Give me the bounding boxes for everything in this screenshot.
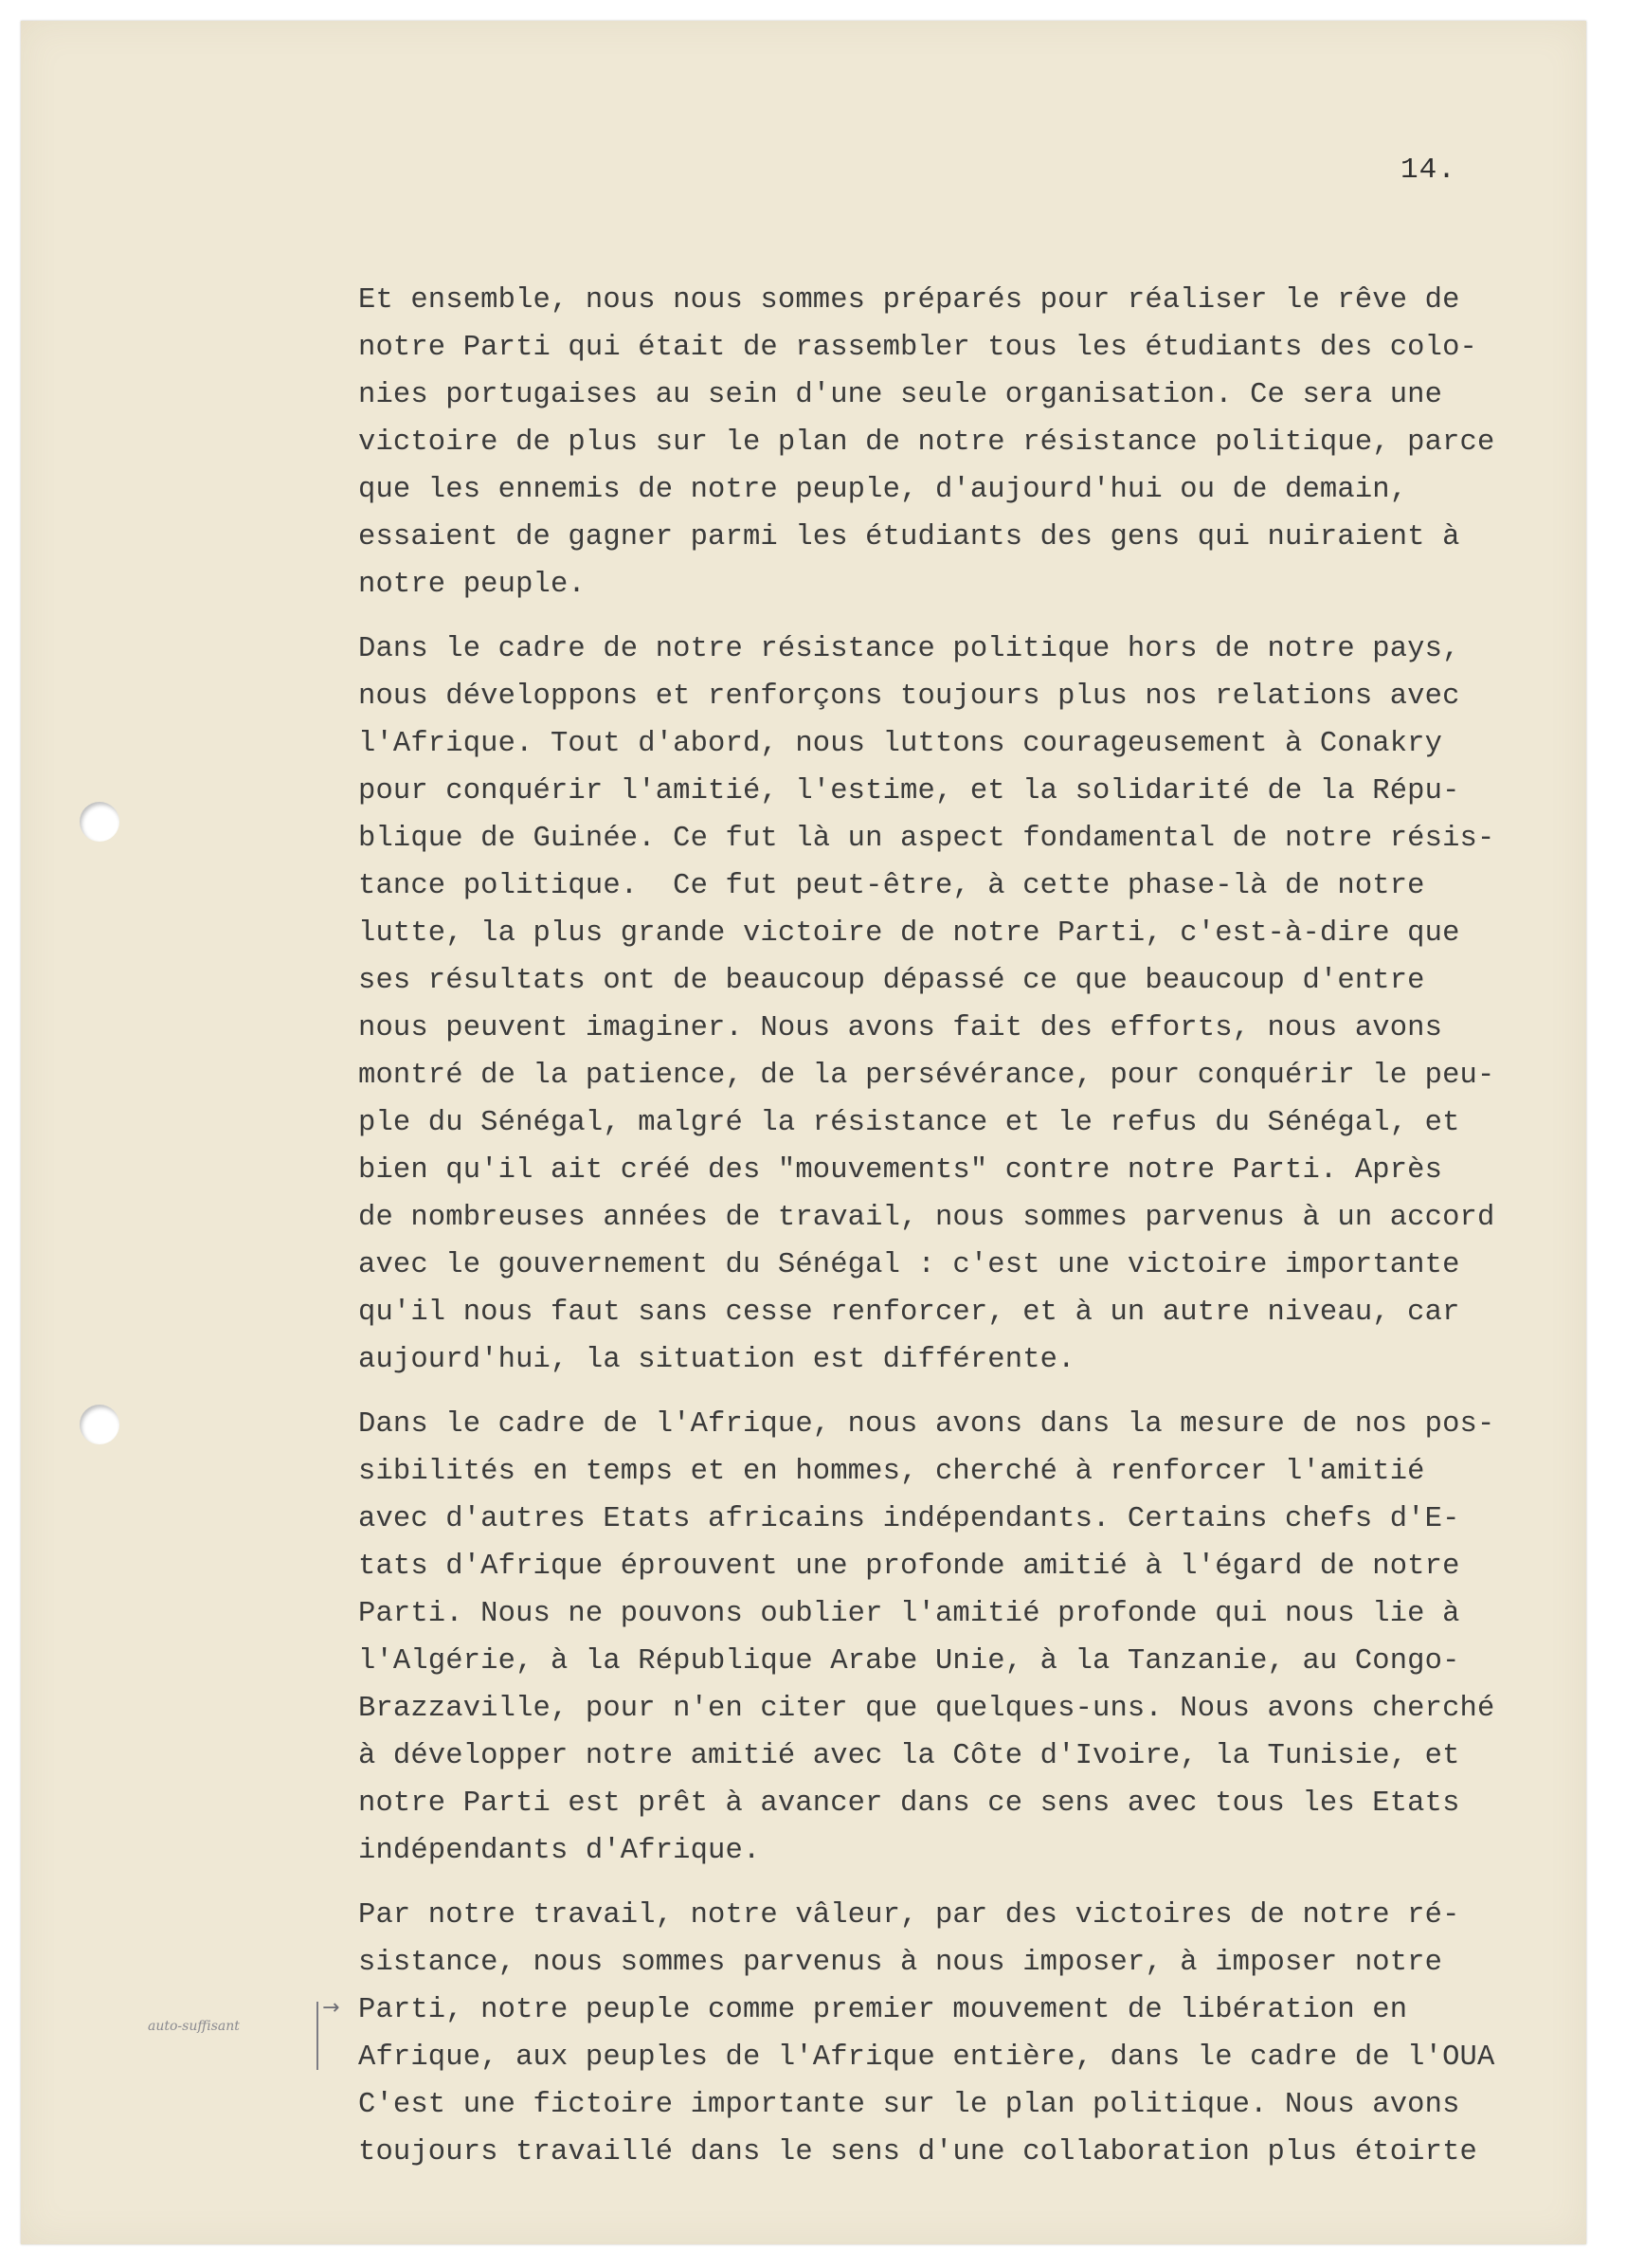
text-line: ple du Sénégal, malgré la résistance et le refus du Sénégal, et: [358, 1107, 1460, 1139]
text-line: Dans le cadre de l'Afrique, nous avons dans la mesure de nos pos-: [358, 1408, 1495, 1441]
text-line: notre peuple.: [358, 569, 586, 601]
text-line: nies portugaises au sein d'une seule organisation. Ce sera une: [358, 379, 1443, 411]
text-line: nous peuvent imaginer. Nous avons fait des efforts, nous avons: [358, 1012, 1443, 1044]
punch-hole: [80, 1405, 119, 1444]
text-line: C'est une fictoire importante sur le plan politique. Nous avons: [358, 2089, 1460, 2121]
text-line: notre Parti est prêt à avancer dans ce sens avec tous les Etats: [358, 1787, 1460, 1820]
arrow-right-icon: →: [322, 1996, 340, 2020]
typed-body-text: [358, 277, 1586, 2193]
text-line: l'Algérie, à la République Arabe Unie, à la Tanzanie, au Congo-: [358, 1645, 1460, 1678]
text-line: Et ensemble, nous nous sommes préparés pour réaliser le rêve de: [358, 284, 1460, 317]
text-line: Brazzaville, pour n'en citer que quelques-uns. Nous avons cherché: [358, 1693, 1495, 1725]
text-line: avec d'autres Etats africains indépendants. Certains chefs d'E-: [358, 1503, 1460, 1535]
text-line: bien qu'il ait créé des "mouvements" contre notre Parti. Après: [358, 1154, 1443, 1187]
text-line: Dans le cadre de notre résistance politique hors de notre pays,: [358, 633, 1460, 665]
text-line: que les ennemis de notre peuple, d'aujourd'hui ou de demain,: [358, 474, 1408, 506]
paragraph-3: [358, 1401, 1586, 1875]
paragraph-2: [358, 626, 1586, 1384]
text-line: sibilités en temps et en hommes, cherché à renforcer l'amitié: [358, 1456, 1425, 1488]
text-line: essaient de gagner parmi les étudiants des gens qui nuiraient à: [358, 521, 1460, 553]
handwritten-margin-note: auto-suffisant: [148, 2019, 240, 2034]
paragraph-1: [358, 277, 1586, 608]
text-line: avec le gouvernement du Sénégal : c'est une victoire importante: [358, 1249, 1460, 1281]
page-number: 14.: [1400, 154, 1456, 187]
text-line: Parti, notre peuple comme premier mouvement de libération en: [358, 1994, 1408, 2026]
text-line: Par notre travail, notre vâleur, par des victoires de notre ré-: [358, 1899, 1460, 1932]
text-line: blique de Guinée. Ce fut là un aspect fondamental de notre résis-: [358, 823, 1495, 855]
paragraph-4: [358, 1892, 1586, 2176]
text-line: ses résultats ont de beaucoup dépassé ce que beaucoup d'entre: [358, 965, 1425, 997]
text-line: montré de la patience, de la persévérance, pour conquérir le peu-: [358, 1060, 1495, 1092]
text-line: victoire de plus sur le plan de notre résistance politique, parce: [358, 426, 1495, 459]
text-line: nous développons et renforçons toujours plus nos relations avec: [358, 680, 1460, 713]
text-line: tats d'Afrique éprouvent une profonde amitié à l'égard de notre: [358, 1551, 1460, 1583]
punch-hole: [80, 802, 119, 842]
text-line: lutte, la plus grande victoire de notre Parti, c'est-à-dire que: [358, 917, 1460, 950]
text-line: Parti. Nous ne pouvons oublier l'amitié profonde qui nous lie à: [358, 1598, 1460, 1630]
text-line: sistance, nous sommes parvenus à nous imposer, à imposer notre: [358, 1947, 1443, 1979]
text-line: l'Afrique. Tout d'abord, nous luttons courageusement à Conakry: [358, 728, 1443, 760]
text-line: de nombreuses années de travail, nous sommes parvenus à un accord: [358, 1202, 1495, 1234]
text-line: aujourd'hui, la situation est différente.: [358, 1344, 1075, 1376]
text-line: indépendants d'Afrique.: [358, 1835, 761, 1867]
document-page: [21, 21, 1586, 2244]
text-line: Afrique, aux peuples de l'Afrique entière, dans le cadre de l'OUA: [358, 2041, 1495, 2074]
text-line: tance politique. Ce fut peut-être, à cette phase-là de notre: [358, 870, 1425, 902]
text-line: notre Parti qui était de rassembler tous les étudiants des colo-: [358, 332, 1477, 364]
text-line: qu'il nous faut sans cesse renforcer, et à un autre niveau, car: [358, 1297, 1460, 1329]
text-line: pour conquérir l'amitié, l'estime, et la solidarité de la Répu-: [358, 775, 1460, 807]
text-line: toujours travaillé dans le sens d'une collaboration plus étoirte: [358, 2136, 1477, 2168]
text-line: à développer notre amitié avec la Côte d'Ivoire, la Tunisie, et: [358, 1740, 1460, 1772]
